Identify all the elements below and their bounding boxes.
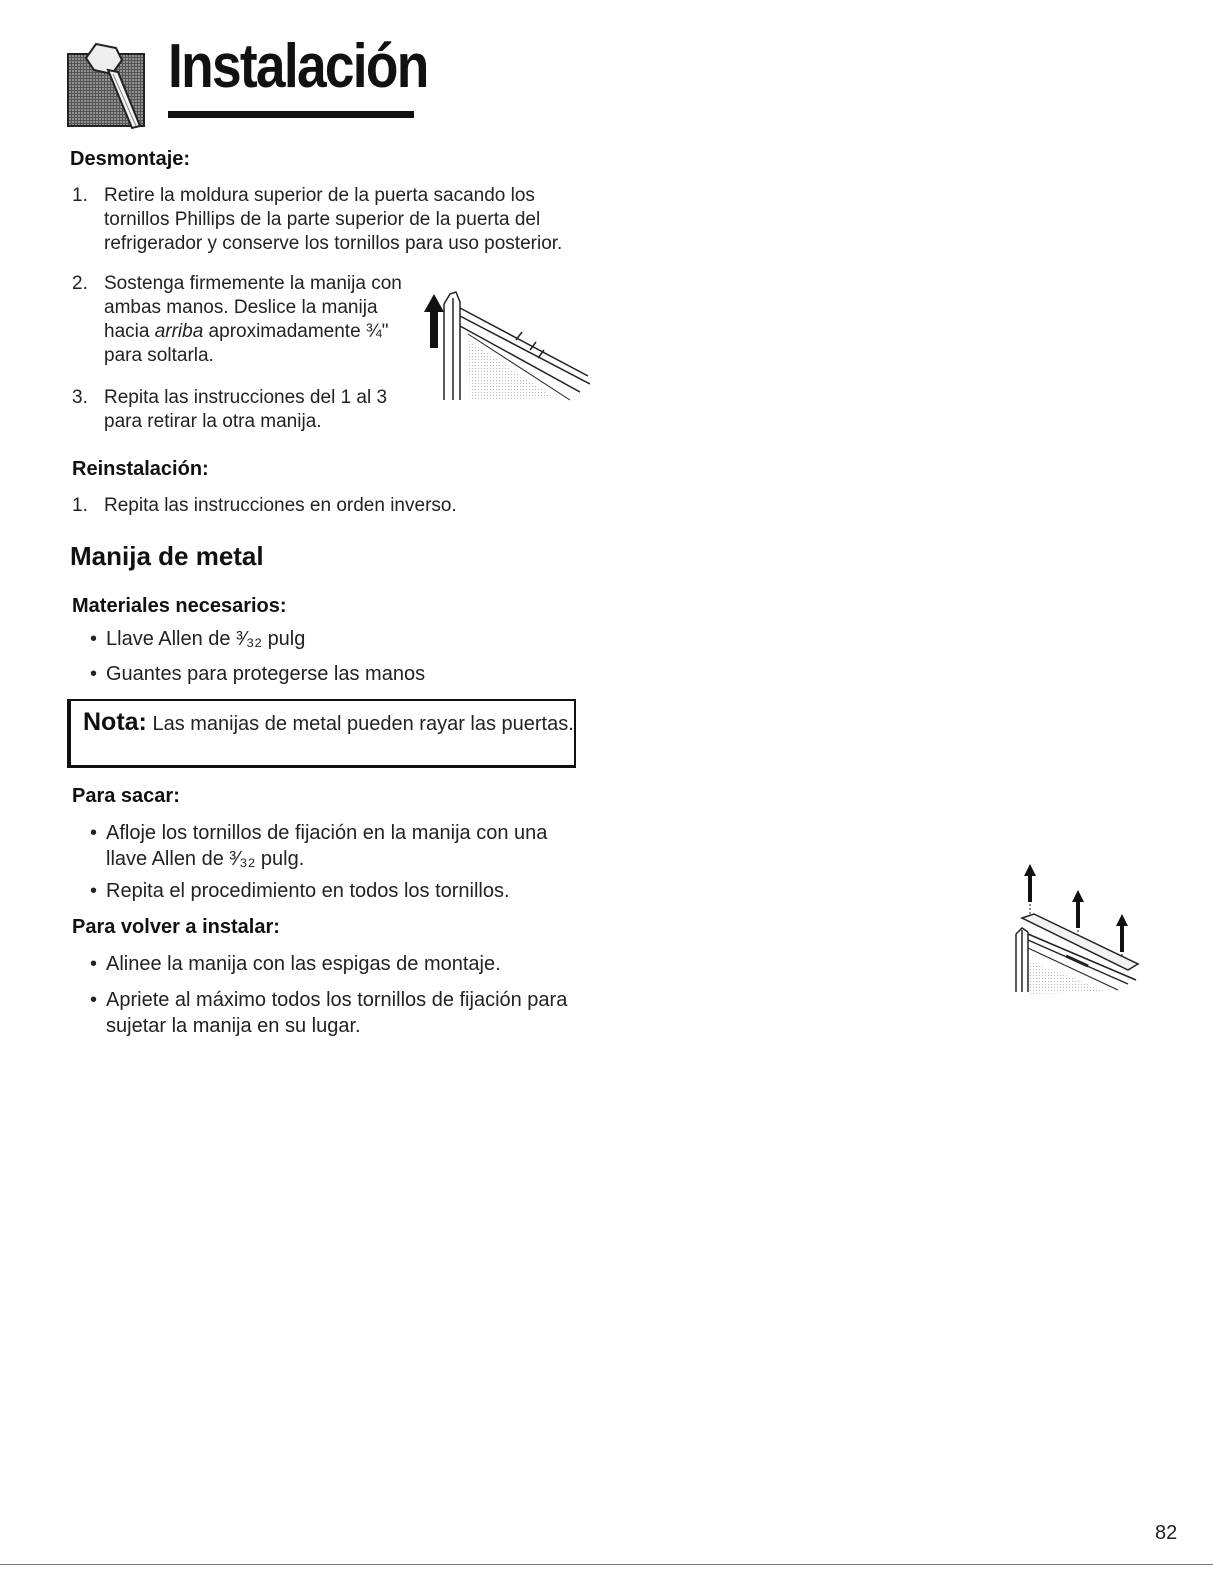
step-number: 1. [72, 495, 88, 516]
list-item: • Alinee la manija con las espigas de montaje. [90, 953, 501, 975]
step-text-part: hacia [104, 321, 155, 342]
step-number: 3. [72, 387, 88, 408]
list-item: • Guantes para protegerse las manos [90, 663, 426, 685]
bullet-icon: • [90, 822, 98, 844]
page-title: Instalación [168, 32, 428, 101]
page-number: 82 [1155, 1522, 1178, 1544]
up-arrow-icon [424, 294, 444, 348]
step-text-line: Sostenga firmemente la manija con [104, 273, 402, 294]
footer-divider [0, 1564, 1213, 1565]
list-item: • Afloje los tornillos de fijación en la manija con una llave Allen de ³⁄₃₂ pulg. [90, 822, 548, 870]
step-text [104, 386, 432, 434]
desmontaje-step-3 [72, 386, 432, 434]
reinstalacion-heading: Reinstalación: [72, 458, 209, 480]
list-item: • Repita el procedimiento en todos los tornillos. [90, 880, 510, 902]
step-text [104, 272, 432, 368]
list-item: • Llave Allen de ³⁄₃₂ pulg [90, 628, 306, 650]
reinstalacion-step-1 [72, 494, 572, 518]
desmontaje-step-2 [72, 272, 432, 368]
desmontaje-step-1 [72, 184, 572, 256]
note-label: Nota: [83, 708, 147, 736]
up-arrow-icon [1024, 864, 1036, 902]
note-box [67, 699, 576, 768]
step-text-line: ambas manos. Deslice la manija [104, 297, 378, 318]
step-number: 2. [72, 273, 88, 294]
step-text-part: aproximadamente ¾" [203, 321, 389, 342]
bullet-icon: • [90, 628, 98, 650]
bullet-icon: • [90, 953, 98, 975]
para-instalar-heading: Para volver a instalar: [72, 916, 280, 938]
screwdriver-icon [66, 40, 152, 130]
step-text-line: para retirar la otra manija. [104, 411, 322, 432]
metal-handle-removal-illustration [1008, 860, 1146, 995]
step-text: Retire la moldura superior de la puerta sacando los tornillos Phillips de la parte superior de la puerta del refrigerador y conserve los tornillos para uso posterior. [104, 185, 563, 254]
bullet-icon: • [90, 663, 98, 685]
manija-metal-heading: Manija de metal [70, 541, 264, 571]
step-text-line: para soltarla. [104, 345, 214, 366]
title-underline [168, 111, 414, 118]
note-text: Las manijas de metal pueden rayar las puertas. [146, 713, 574, 735]
desmontaje-heading: Desmontaje: [70, 148, 191, 170]
up-arrow-icon [1072, 890, 1084, 928]
step-text: Repita las instrucciones en orden inverso. [104, 495, 457, 516]
para-sacar-heading: Para sacar: [72, 785, 180, 807]
step-text-italic: arriba [154, 321, 204, 342]
list-item: • Apriete al máximo todos los tornillos de fijación para sujetar la manija en su lugar. [90, 989, 568, 1037]
materiales-heading: Materiales necesarios: [72, 595, 287, 617]
bullet-icon: • [90, 989, 98, 1011]
step-number: 1. [72, 185, 88, 206]
door-handle-removal-illustration [420, 280, 590, 408]
step-text-line [104, 320, 432, 344]
bullet-icon: • [90, 880, 98, 902]
step-text-line: Repita las instrucciones del 1 al 3 [104, 387, 388, 408]
up-arrow-icon [1116, 914, 1128, 952]
